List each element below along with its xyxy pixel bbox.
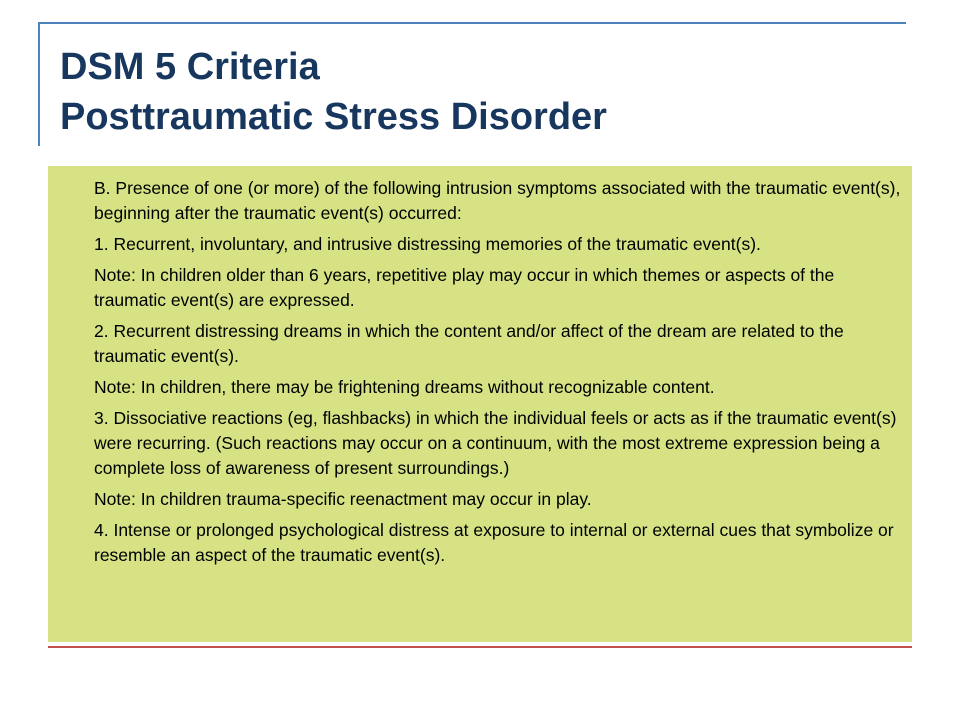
title-frame-left-line [38,22,40,146]
criterion-note-3: Note: In children trauma-specific reenactment may occur in play. [94,489,592,509]
content-bottom-rule [48,646,912,648]
slide-title [60,42,607,142]
criterion-note-2: Note: In children, there may be frightening dreams without recognizable content. [94,377,715,397]
criterion-item-4: 4. Intense or prolonged psychological distress at exposure to internal or external cues that symbolize or resemble an aspect of the traumatic event(s). [94,520,894,565]
criterion-item-2: 2. Recurrent distressing dreams in which the content and/or affect of the dream are related to the traumatic event(s). [94,321,844,366]
slide-title-line-2: Posttraumatic Stress Disorder [60,96,607,138]
slide-title-line-1: DSM 5 Criteria [60,46,320,88]
criterion-item-3: 3. Dissociative reactions (eg, flashbacks) in which the individual feels or acts as if the traumatic event(s) were recurring. (Such reactions may occur on a continuum, with the most extreme expression being a complete loss of awareness of present surroundings.) [94,408,897,478]
criterion-b-intro: B. Presence of one (or more) of the following intrusion symptoms associated with the traumatic event(s), beginning after the traumatic event(s) occurred: [94,178,901,223]
title-frame-top-line [38,22,906,24]
criteria-list [94,176,906,574]
criterion-item-1: 1. Recurrent, involuntary, and intrusive distressing memories of the traumatic event(s). [94,234,761,254]
criterion-note-1: Note: In children older than 6 years, repetitive play may occur in which themes or aspects of the traumatic event(s) are expressed. [94,265,835,310]
